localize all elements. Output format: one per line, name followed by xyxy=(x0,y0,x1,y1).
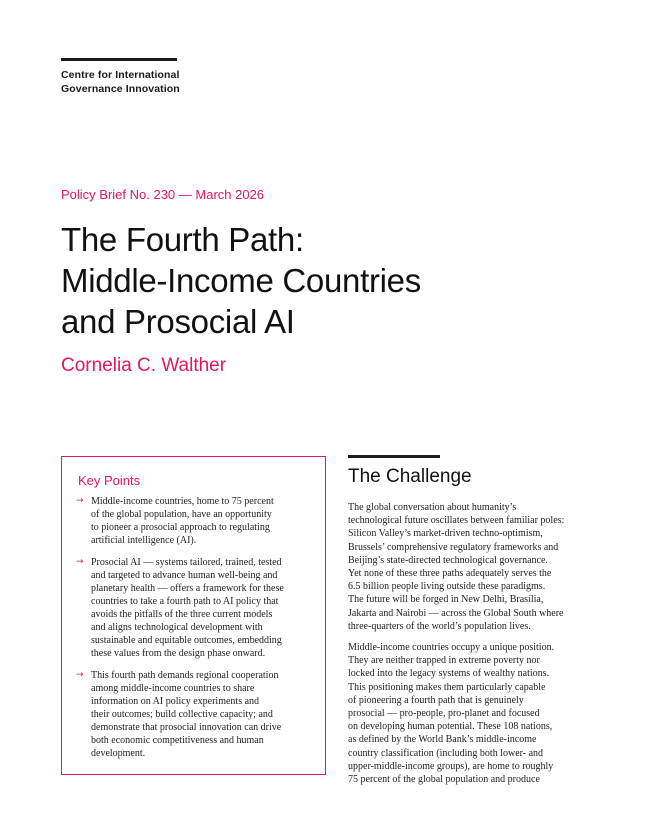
text-line: these values from the design phase onward. xyxy=(91,648,266,659)
text-line: prosocial — pro-people, pro-planet and focused xyxy=(348,708,540,720)
text-line: countries to take a fourth path to AI policy that xyxy=(91,596,279,607)
text-line: Middle-income countries, home to 75 percent xyxy=(91,496,274,507)
text-line: This positioning makes them particularly capable xyxy=(348,681,546,693)
key-points-list xyxy=(76,495,312,769)
text-line: Silicon Valley’s market-driven techno-optimism, xyxy=(348,528,543,540)
organization-line: Centre for International xyxy=(61,69,180,81)
arrow-right-icon: → xyxy=(76,670,84,680)
title-line: Middle-Income Countries xyxy=(61,262,421,299)
text-line: Jakarta and Nairobi — across the Global South where xyxy=(348,607,564,619)
header-rule xyxy=(61,58,177,61)
text-line: of pioneering a fourth path that is genuinely xyxy=(348,694,524,706)
text-line: Beijing’s state-directed technological governance. xyxy=(348,554,548,566)
text-line: both economic competitiveness and human xyxy=(91,735,264,746)
arrow-right-icon: → xyxy=(76,557,84,567)
body-text xyxy=(348,501,586,794)
text-line: information on AI policy experiments and xyxy=(91,696,260,707)
text-line: country classification (including both lower- and xyxy=(348,747,544,759)
section-title: The Challenge xyxy=(348,466,472,487)
text-line: of the global population, have an opportunity xyxy=(91,509,272,520)
text-line: to pioneer a prosocial approach to regulating xyxy=(91,522,270,533)
text-line: 75 percent of the global population and produce xyxy=(348,774,540,786)
series-label: Policy Brief No. 230 — March 2026 xyxy=(61,187,265,202)
text-line: technological future oscillates between familiar poles: xyxy=(348,515,565,527)
page-title xyxy=(61,219,421,342)
text-line: This fourth path demands regional cooperation xyxy=(91,670,279,681)
text-line: on developing human potential. These 108 nations, xyxy=(348,721,553,733)
text-line: among middle-income countries to share xyxy=(91,683,255,694)
organization-line: Governance Innovation xyxy=(61,83,180,95)
text-line: demonstrate that prosocial innovation can drive xyxy=(91,722,282,733)
text-line: Yet none of these three paths adequately serves the xyxy=(348,568,552,580)
text-line: locked into the legacy systems of wealthy nations. xyxy=(348,668,550,680)
body-paragraph xyxy=(348,501,586,633)
author-name: Cornelia C. Walther xyxy=(61,355,227,376)
text-line: 6.5 billion people living outside these paradigms. xyxy=(348,581,546,593)
organization-name xyxy=(61,68,180,96)
body-paragraph xyxy=(348,641,586,786)
text-line: three-quarters of the world’s population lives. xyxy=(348,620,531,632)
text-line: as defined by the World Bank’s middle-income xyxy=(348,734,537,746)
key-points-heading: Key Points xyxy=(78,473,141,488)
text-line: artificial intelligence (AI). xyxy=(91,535,197,546)
text-line: Middle-income countries occupy a unique position. xyxy=(348,642,555,654)
text-line: Prosocial AI — systems tailored, trained, tested xyxy=(91,557,282,568)
key-point-item xyxy=(76,556,312,660)
text-line: avoids the pitfalls of the three current models xyxy=(91,609,273,620)
title-line: and Prosocial AI xyxy=(61,303,295,340)
text-line: The global conversation about humanity’s xyxy=(348,502,517,513)
text-line: Brussels’ comprehensive regulatory frameworks and xyxy=(348,541,559,553)
key-points-box xyxy=(61,456,326,775)
text-line: their outcomes; build collective capacity; and xyxy=(91,709,273,720)
text-line: planetary health — offers a framework for these xyxy=(91,583,284,594)
arrow-right-icon: → xyxy=(76,496,84,506)
text-line: upper-middle-income groups), are home to roughly xyxy=(348,760,554,772)
title-line: The Fourth Path: xyxy=(61,221,304,258)
text-line: sustainable and equitable outcomes, embedding xyxy=(91,635,282,646)
text-line: They are neither trapped in extreme poverty nor xyxy=(348,655,540,667)
section-rule xyxy=(348,455,440,458)
text-line: development. xyxy=(91,748,146,759)
text-line: and aligns technological development with xyxy=(91,622,263,633)
key-point-item xyxy=(76,669,312,760)
text-line: and targeted to advance human well-being and xyxy=(91,570,278,581)
key-point-item xyxy=(76,495,312,547)
text-line: The future will be forged in New Delhi, Brasília, xyxy=(348,594,544,606)
